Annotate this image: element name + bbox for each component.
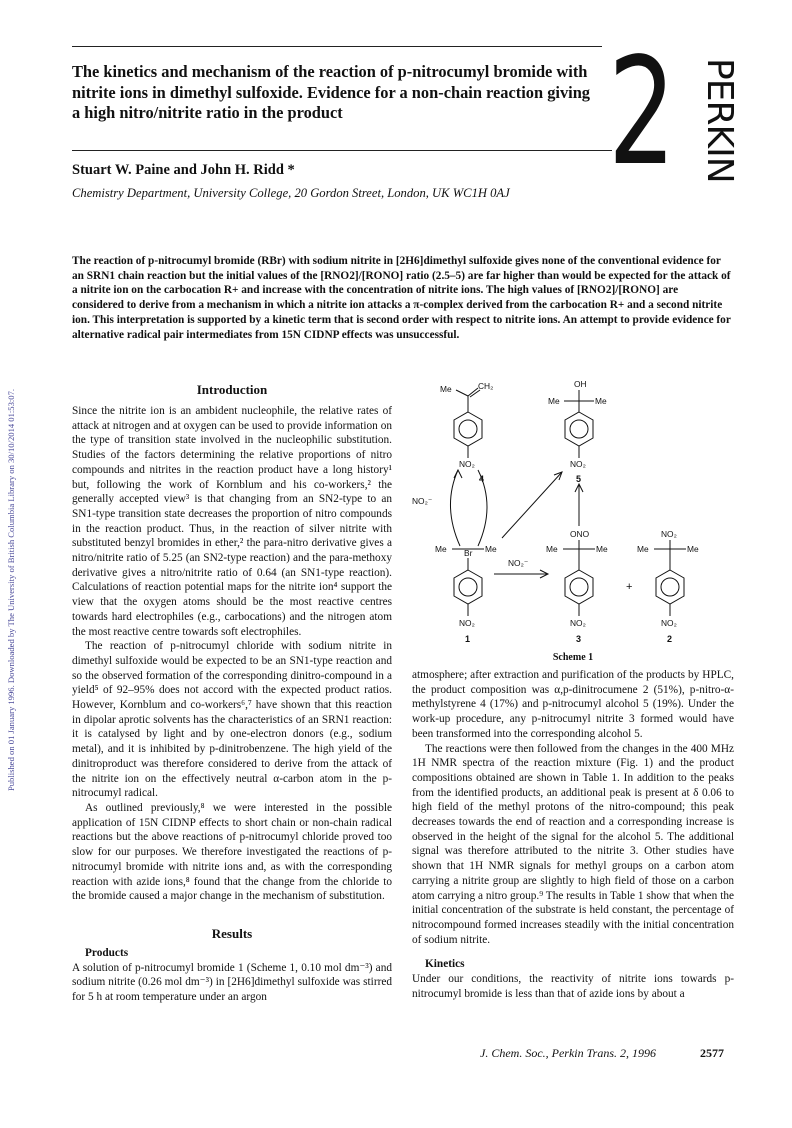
- scheme-me-1b: Me: [485, 544, 497, 554]
- scheme-no2-4: NO₂: [459, 459, 475, 469]
- scheme-label-3: 3: [576, 634, 582, 644]
- journal-logo-number: 2: [608, 26, 676, 198]
- abstract: The reaction of p-nitrocumyl bromide (RBr) with sodium nitrite in [2H6]dimethyl sulfoxide gives none of the conventional evidence for an SRN1 chain reaction but the initial values of the [RNO2]/[RONO] ratio (2.5–5) are far higher than would be expected for the attack of a nitrite ion on the carbocation R+ and increase with the concentration of nitrite ions. The high values of [RNO2]/[RONO] are considered to derive from a mechanism in which a nitrite ion attacks a π-complex derived from the carbocation R+ and a second nitrite ion. This interpretation is supported by a kinetic term that is second order with respect to nitrite ions. An attempt to provide evidence for alternative radical pair intermediates from 15N CIDNP effects was unsuccessful.: [72, 255, 731, 341]
- scheme-ch2-4: CH₂: [478, 381, 494, 391]
- intro-heading: Introduction: [196, 382, 268, 397]
- scheme-br-1: Br: [464, 548, 473, 558]
- products-paragraph: A solution of p-nitrocumyl bromide 1 (Scheme 1, 0.10 mol dm⁻³) and sodium nitrite (0.26 mol dm⁻³) in [2H6]dimethyl sulfoxide was stirred for 5 h at room temperature under an argon: [72, 961, 392, 1004]
- header-bottom-rule: [72, 150, 612, 151]
- scheme-me-5b: Me: [595, 396, 607, 406]
- footer-page-number: 2577: [700, 1046, 724, 1060]
- scheme-nitrite-curved: NO₂⁻: [412, 496, 433, 506]
- download-note-sidebar: [4, 180, 18, 1000]
- scheme-oh-5: OH: [574, 379, 587, 389]
- scheme-label-1: 1: [465, 634, 471, 644]
- scheme-no2-3: NO₂: [570, 618, 586, 628]
- author-affiliation: Chemistry Department, University College, 20 Gordon Street, London, UK WC1H 0AJ: [72, 186, 510, 200]
- download-note-text: Published on 01 January 1996. Downloaded by The University of British Columbia Library on 30/10/2014 01:53:07.: [6, 388, 16, 792]
- scheme-caption: Scheme 1: [552, 652, 594, 663]
- scheme-nitrite-arrow: NO₂⁻: [508, 558, 529, 568]
- scheme-me-2a: Me: [637, 544, 649, 554]
- results-paragraph-2: The reactions were then followed from the changes in the 400 MHz 1H NMR spectra of the reaction mixture (Fig. 1) and the product compositions obtained are shown in Table 1. In addition to the peaks from the identified products, an additional peak is present at δ 0.06 to high field of the methyl protons of the nitro-compound; this peak decreases towards the end of reaction and a corresponding increase is observed in the height of the signal for the alcohol 5. The additional signal was therefore attributed to the nitrite 3. Other studies have shown that 1H NMR signals for methyl groups on a carbon atom carrying a nitrite group are slightly to high field of those on a carbon atom carrying a nitro group.⁹ The results in Table 1 show that when the initial concentration of the substrate is held constant, the percentage of nitrocompound formed increases steadily with the initial concentration of sodium nitrite.: [412, 742, 734, 946]
- products-heading: Products: [85, 947, 129, 959]
- header-top-rule: [72, 46, 602, 47]
- scheme-ono-3: ONO: [570, 529, 590, 539]
- intro-paragraph-3: As outlined previously,⁸ we were interested in the possible application of 15N CIDNP effects to short chain or non-chain radical reactions but the above reactions of p-nitrocumyl chloride proved too slow for our purposes. We therefore investigated the reactions of p-nitrocumyl bromide with nitrite ions and, as with the corresponding reaction with azide ions,⁸ found that the change from the chloride to the bromide caused a major change in the mechanism of substitution.: [72, 801, 392, 903]
- intro-paragraph-1: Since the nitrite ion is an ambident nucleophile, the relative rates of attack at nitrogen and at oxygen can be used to provide information on the type of transition state involved in the nucleophilic substitution. Studies of the factors determining the relative proportions of nitro compounds and nitrites in the reaction product have a long history¹ but, following the work of Kornblum and his co-workers,² the generally accepted view³ is that changing from an SN2-type to an SN1-type transition state decreases the proportion of nitro compounds in the reaction product. Thus, in the reaction of silver nitrite with substituted benzyl bromides in ether,² the para-nitro derivative gives a nitro/nitrite ratio of 5.25 (an SN2-type reaction) and the para-methoxy derivative gives a nitro/nitrite ratio of 0.64 (an SN1-type reaction). Calculations of reaction potential maps for the nitrite ion⁴ support the view that the oxygen atoms should be the most reactive centres towards hard electrophiles (e.g., carbocations) and the nitrogen atom the most reactive centre towards soft electrophiles.: [72, 405, 392, 638]
- scheme-me-5a: Me: [548, 396, 560, 406]
- results-heading: Results: [211, 926, 253, 941]
- kinetics-paragraph: Under our conditions, the reactivity of nitrite ions towards p-nitrocumyl bromide is less than that of azide ions by about a: [412, 973, 734, 1000]
- products-section: [72, 946, 392, 1005]
- scheme-me-1a: Me: [435, 544, 447, 554]
- article-authors: Stuart W. Paine and John H. Ridd *: [72, 162, 295, 178]
- scheme-me-4: Me: [440, 384, 452, 394]
- journal-logo-word: PERKIN: [699, 58, 740, 183]
- scheme-me-3a: Me: [546, 544, 558, 554]
- kinetics-heading: Kinetics: [425, 958, 465, 971]
- scheme-me-2b: Me: [687, 544, 699, 554]
- footer-citation: J. Chem. Soc., Perkin Trans. 2, 1996: [480, 1046, 656, 1060]
- scheme-1: [412, 378, 734, 650]
- left-column: [72, 404, 392, 904]
- scheme-plus: +: [626, 581, 633, 593]
- scheme-label-2: 2: [667, 634, 673, 644]
- article-title: The kinetics and mechanism of the reaction of p-nitrocumyl bromide with nitrite ions in dimethyl sulfoxide. Evidence for a non-chain reaction giving a high nitro/nitrite ratio in the product: [72, 62, 591, 122]
- right-column: [412, 668, 734, 1001]
- scheme-label-4: 4: [479, 474, 485, 484]
- scheme-no2-2top: NO₂: [661, 529, 677, 539]
- results-paragraph-1: atmosphere; after extraction and purification of the products by HPLC, the product composition was α,p-dinitrocumene 2 (51%), p-nitro-α-methylstyrene 4 (17%) and p-nitrocumyl alcohol 5 (19%). Under the work-up procedure, any p-nitrocumyl nitrite 3 formed would have been transformed into the corresponding alcohol 5.: [412, 669, 734, 740]
- scheme-me-3b: Me: [596, 544, 608, 554]
- scheme-no2-2: NO₂: [661, 618, 677, 628]
- scheme-no2-1: NO₂: [459, 618, 475, 628]
- intro-paragraph-2: The reaction of p-nitrocumyl chloride with sodium nitrite in dimethyl sulfoxide would be expected to be an SN1-type reaction and so the observed formation of the corresponding dinitro-compound in a yield⁵ of 92–95% does not accord with the expected product ratios. However, Kornblum and co-workers⁶,⁷ have shown that this reaction in dipolar aprotic solvents has the characteristics of an SRN1 reaction: it is catalysed by light and by one-electron donors (e.g., sodium metal), and it is inhibited by p-dinitrobenzene. The high yield of the dinitroproduct was therefore considered to derive from the attack of the nitrite ion on the effectively neutral α-carbon atom in the p-nitrocumyl radical.: [72, 640, 392, 800]
- scheme-label-5: 5: [576, 474, 582, 484]
- scheme-no2-5: NO₂: [570, 459, 586, 469]
